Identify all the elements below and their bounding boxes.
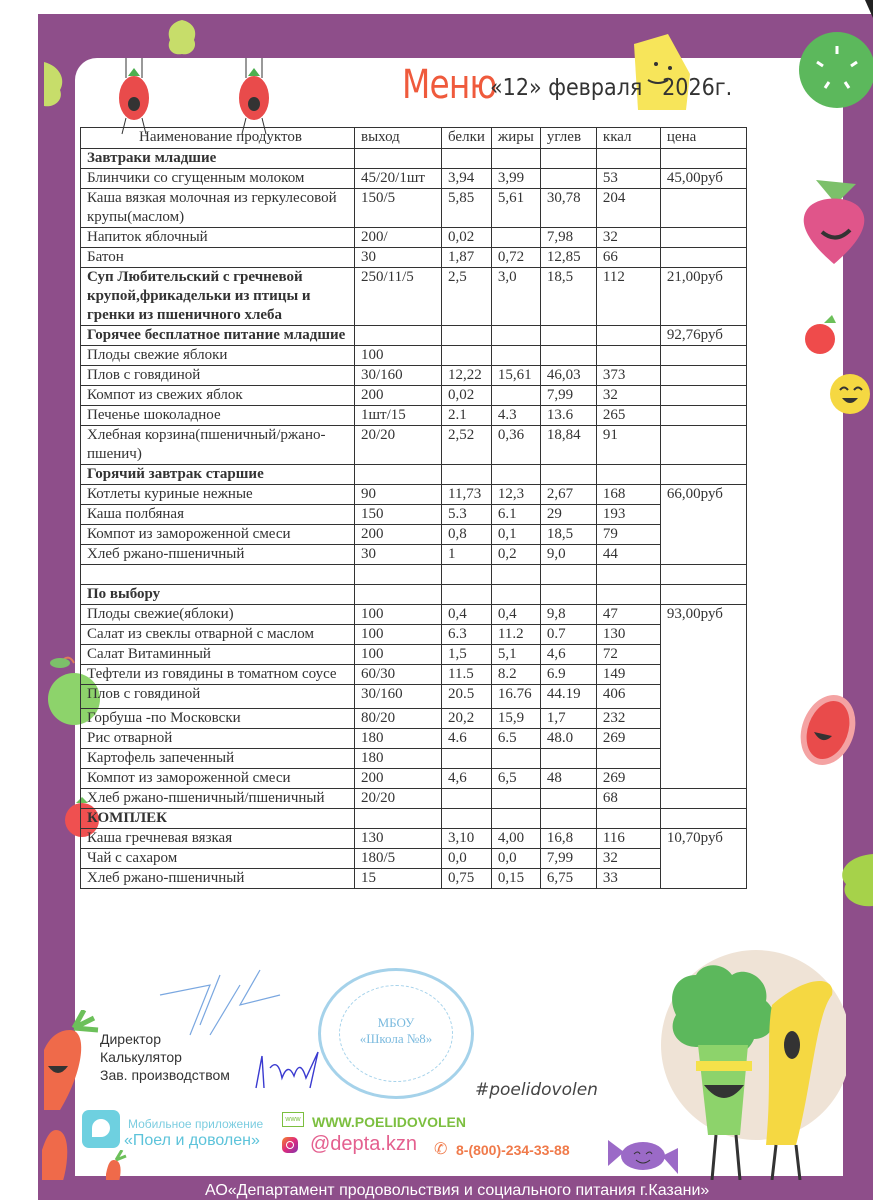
- section-title: КОМПЛЕК: [81, 809, 355, 829]
- item-protein: 5.3: [442, 505, 492, 525]
- item-output: 100: [355, 645, 442, 665]
- item-fat: 6,5: [491, 769, 540, 789]
- item-carbs: 18,84: [540, 426, 596, 465]
- phone-number[interactable]: 8-(800)-234-33-88: [456, 1142, 570, 1158]
- set-price: 66,00руб: [660, 485, 746, 565]
- table-row: [81, 709, 747, 729]
- item-kcal: 265: [596, 406, 660, 426]
- item-name: Чай с сахаром: [81, 849, 355, 869]
- item-protein: 2,52: [442, 426, 492, 465]
- item-kcal: 232: [596, 709, 660, 729]
- item-name: Батон: [81, 248, 355, 268]
- table-row: [81, 685, 747, 709]
- item-output: 180: [355, 749, 442, 769]
- item-carbs: 18,5: [540, 268, 596, 326]
- item-carbs: 0.7: [540, 625, 596, 645]
- item-protein: 2,5: [442, 268, 492, 326]
- empty-row: [81, 565, 747, 585]
- item-kcal: 44: [596, 545, 660, 565]
- item-output: 90: [355, 485, 442, 505]
- table-header-row: [81, 128, 747, 149]
- set-price: 21,00руб: [660, 268, 746, 326]
- item-carbs: 7,99: [540, 849, 596, 869]
- item-output: 200: [355, 769, 442, 789]
- smiley-face-icon: [828, 372, 873, 417]
- column-header-carbs: углев: [540, 128, 596, 149]
- lettuce-leaf-icon: [162, 18, 202, 58]
- stamp-line1: МБОУ: [377, 1015, 415, 1030]
- item-kcal: 53: [596, 169, 660, 189]
- item-protein: 0,02: [442, 228, 492, 248]
- item-kcal: 116: [596, 829, 660, 849]
- item-fat: 6.1: [491, 505, 540, 525]
- broccoli-banana-characters-icon: [636, 935, 846, 1180]
- item-fat: 8.2: [491, 665, 540, 685]
- table-row: [81, 749, 747, 769]
- item-output: 30: [355, 545, 442, 565]
- item-protein: 5,85: [442, 189, 492, 228]
- item-carbs: 18,5: [540, 525, 596, 545]
- phone-icon: ✆: [434, 1141, 448, 1158]
- table-row: [81, 625, 747, 645]
- item-protein: 20,2: [442, 709, 492, 729]
- set-price: 93,00руб: [660, 605, 746, 789]
- section-header-row: [81, 585, 747, 605]
- item-output: 250/11/5: [355, 268, 442, 326]
- table-row: [81, 248, 747, 268]
- item-name: Печенье шоколадное: [81, 406, 355, 426]
- item-carbs: 12,85: [540, 248, 596, 268]
- item-protein: 3,94: [442, 169, 492, 189]
- item-output: 45/20/1шт: [355, 169, 442, 189]
- table-row: [81, 366, 747, 386]
- item-kcal: 91: [596, 426, 660, 465]
- item-carbs: 6,75: [540, 869, 596, 889]
- tomato-character-icon: [112, 58, 156, 138]
- school-stamp: [318, 968, 474, 1099]
- item-output: 150: [355, 505, 442, 525]
- mobile-app-label: Мобильное приложение: [128, 1117, 264, 1131]
- beet-character-icon: [796, 180, 873, 270]
- table-row: [81, 665, 747, 685]
- item-output: 200/: [355, 228, 442, 248]
- item-fat: 11.2: [491, 625, 540, 645]
- menu-date: «12» февраля 2026г.: [490, 75, 733, 101]
- item-protein: [442, 346, 492, 366]
- strawberry-icon: [802, 315, 842, 355]
- item-carbs: 6.9: [540, 665, 596, 685]
- column-header-price: цена: [660, 128, 746, 149]
- menu-table: [80, 127, 747, 889]
- item-kcal: 269: [596, 769, 660, 789]
- item-output: 15: [355, 869, 442, 889]
- item-kcal: 204: [596, 189, 660, 228]
- table-row: [81, 829, 747, 849]
- item-name: Салат из свеклы отварной с маслом: [81, 625, 355, 645]
- item-fat: 3,99: [491, 169, 540, 189]
- item-carbs: 48.0: [540, 729, 596, 749]
- director-label: Директор: [100, 1031, 161, 1047]
- item-protein: [442, 789, 492, 809]
- item-protein: [442, 749, 492, 769]
- section-title: Горячее бесплатное питание младшие: [81, 326, 355, 346]
- item-output: 30/160: [355, 366, 442, 386]
- cheese-character-icon: [628, 34, 692, 114]
- table-row: [81, 545, 747, 565]
- item-kcal: 193: [596, 505, 660, 525]
- column-header-fat: жиры: [491, 128, 540, 149]
- item-kcal: 79: [596, 525, 660, 545]
- item-protein: 1: [442, 545, 492, 565]
- website-link[interactable]: WWW.POELIDOVOLEN: [312, 1114, 466, 1130]
- item-name: Компот из замороженной смеси: [81, 769, 355, 789]
- table-row: [81, 789, 747, 809]
- menu-title: Меню: [402, 62, 497, 108]
- set-price: 10,70руб: [660, 829, 746, 889]
- item-output: 100: [355, 346, 442, 366]
- item-output: 200: [355, 386, 442, 406]
- item-fat: 12,3: [491, 485, 540, 505]
- item-fat: [491, 789, 540, 809]
- stamp-line2: «Школа №8»: [359, 1031, 433, 1046]
- item-name: Компот из замороженной смеси: [81, 525, 355, 545]
- set-price: 45,00руб: [660, 169, 746, 189]
- item-carbs: 29: [540, 505, 596, 525]
- item-name: Суп Любительский с гречневой крупой,фрикадельки из птицы и гренки из пшеничного хлеба: [81, 268, 355, 326]
- item-fat: 3,0: [491, 268, 540, 326]
- item-name: Каша вязкая молочная из геркулесовой крупы(маслом): [81, 189, 355, 228]
- item-name: Плоды свежие(яблоки): [81, 605, 355, 625]
- table-row: [81, 268, 747, 326]
- item-name: Хлеб ржано-пшеничный: [81, 869, 355, 889]
- item-kcal: 32: [596, 386, 660, 406]
- item-protein: 12,22: [442, 366, 492, 386]
- item-name: Салат Витаминный: [81, 645, 355, 665]
- item-kcal: 33: [596, 869, 660, 889]
- item-output: 30/160: [355, 685, 442, 709]
- item-fat: [491, 346, 540, 366]
- item-output: 180: [355, 729, 442, 749]
- item-name: Тефтели из говядины в томатном соусе: [81, 665, 355, 685]
- item-carbs: 46,03: [540, 366, 596, 386]
- item-output: 80/20: [355, 709, 442, 729]
- item-kcal: 406: [596, 685, 660, 709]
- column-header-kcal: ккал: [596, 128, 660, 149]
- lettuce-leaf-icon: [40, 60, 68, 110]
- table-row: [81, 485, 747, 505]
- website-icon: www: [282, 1112, 304, 1127]
- hashtag: #poelidovolen: [475, 1080, 598, 1100]
- item-kcal: 68: [596, 789, 660, 809]
- item-protein: 20.5: [442, 685, 492, 709]
- item-protein: 4,6: [442, 769, 492, 789]
- item-name: Картофель запеченный: [81, 749, 355, 769]
- item-output: 60/30: [355, 665, 442, 685]
- instagram-icon: [282, 1137, 298, 1153]
- item-carbs: [540, 346, 596, 366]
- tomato-character-icon: [232, 58, 276, 138]
- carrot-character-icon: [40, 1010, 102, 1110]
- item-name: Хлебная корзина(пшеничный/ржано-пшенич): [81, 426, 355, 465]
- section-header-row: [81, 809, 747, 829]
- item-carbs: 9,8: [540, 605, 596, 625]
- organization-name: АО«Департамент продовольствия и социального питания г.Казани»: [205, 1182, 710, 1199]
- item-kcal: 32: [596, 849, 660, 869]
- item-name: Плоды свежие яблоки: [81, 346, 355, 366]
- mobile-app-name[interactable]: «Поел и доволен»: [124, 1132, 260, 1149]
- item-kcal: 32: [596, 228, 660, 248]
- item-output: 20/20: [355, 789, 442, 809]
- item-kcal: 72: [596, 645, 660, 665]
- table-row: [81, 729, 747, 749]
- item-fat: 15,9: [491, 709, 540, 729]
- item-fat: 0,36: [491, 426, 540, 465]
- item-protein: 0,4: [442, 605, 492, 625]
- item-fat: 0,15: [491, 869, 540, 889]
- meat-character-icon: [798, 690, 858, 770]
- item-kcal: 66: [596, 248, 660, 268]
- section-header-row: [81, 465, 747, 485]
- item-protein: 0,8: [442, 525, 492, 545]
- item-output: 150/5: [355, 189, 442, 228]
- production-head-signature: [252, 1048, 332, 1093]
- lettuce-leaf-icon: [836, 850, 873, 910]
- item-name: Котлеты куриные нежные: [81, 485, 355, 505]
- item-name: Плов с говядиной: [81, 366, 355, 386]
- item-name: Хлеб ржано-пшеничный: [81, 545, 355, 565]
- cucumber-slice-icon: [793, 30, 873, 110]
- production-head-label: Зав. производством: [100, 1067, 230, 1083]
- item-output: 130: [355, 829, 442, 849]
- item-fat: 16.76: [491, 685, 540, 709]
- item-protein: 0,0: [442, 849, 492, 869]
- item-fat: [491, 228, 540, 248]
- item-fat: 5,1: [491, 645, 540, 665]
- item-carbs: 48: [540, 769, 596, 789]
- item-kcal: 130: [596, 625, 660, 645]
- item-output: 100: [355, 605, 442, 625]
- table-row: [81, 406, 747, 426]
- item-output: 20/20: [355, 426, 442, 465]
- table-row: [81, 169, 747, 189]
- item-carbs: [540, 169, 596, 189]
- column-header-protein: белки: [442, 128, 492, 149]
- item-protein: 1,87: [442, 248, 492, 268]
- item-name: Каша гречневая вязкая: [81, 829, 355, 849]
- item-fat: 0,1: [491, 525, 540, 545]
- item-fat: 15,61: [491, 366, 540, 386]
- table-row: [81, 228, 747, 248]
- item-name: Рис отварной: [81, 729, 355, 749]
- item-carbs: 13.6: [540, 406, 596, 426]
- item-output: 180/5: [355, 849, 442, 869]
- column-header-name: Наименование продуктов: [81, 128, 355, 149]
- table-row: [81, 605, 747, 625]
- item-carbs: 4,6: [540, 645, 596, 665]
- item-protein: 11.5: [442, 665, 492, 685]
- item-carbs: 7,99: [540, 386, 596, 406]
- item-kcal: [596, 749, 660, 769]
- item-carbs: 7,98: [540, 228, 596, 248]
- item-output: 30: [355, 248, 442, 268]
- item-kcal: 373: [596, 366, 660, 386]
- item-carbs: 44.19: [540, 685, 596, 709]
- item-protein: 6.3: [442, 625, 492, 645]
- item-carbs: 1,7: [540, 709, 596, 729]
- table-row: [81, 769, 747, 789]
- item-kcal: 149: [596, 665, 660, 685]
- mobile-app-icon[interactable]: [82, 1110, 120, 1148]
- item-carbs: 16,8: [540, 829, 596, 849]
- item-fat: 0,4: [491, 605, 540, 625]
- item-carbs: 9,0: [540, 545, 596, 565]
- item-name: Напиток яблочный: [81, 228, 355, 248]
- item-kcal: [596, 346, 660, 366]
- table-row: [81, 426, 747, 465]
- item-protein: 1,5: [442, 645, 492, 665]
- section-title: Завтраки младшие: [81, 149, 355, 169]
- item-output: 200: [355, 525, 442, 545]
- table-row: [81, 505, 747, 525]
- table-row: [81, 849, 747, 869]
- item-kcal: 168: [596, 485, 660, 505]
- item-protein: 2.1: [442, 406, 492, 426]
- item-output: 100: [355, 625, 442, 645]
- item-carbs: [540, 789, 596, 809]
- item-protein: 0,02: [442, 386, 492, 406]
- table-row: [81, 189, 747, 228]
- item-fat: 4.3: [491, 406, 540, 426]
- item-name: Горбуша -по Московски: [81, 709, 355, 729]
- item-name: Блинчики со сгущенным молоком: [81, 169, 355, 189]
- item-fat: 0,72: [491, 248, 540, 268]
- item-name: Хлеб ржано-пшеничный/пшеничный: [81, 789, 355, 809]
- table-row: [81, 346, 747, 366]
- item-kcal: 269: [596, 729, 660, 749]
- item-carbs: 30,78: [540, 189, 596, 228]
- section-title: По выбору: [81, 585, 355, 605]
- item-protein: 4.6: [442, 729, 492, 749]
- table-row: [81, 386, 747, 406]
- item-protein: 11,73: [442, 485, 492, 505]
- item-fat: [491, 386, 540, 406]
- item-protein: 0,75: [442, 869, 492, 889]
- item-fat: 5,61: [491, 189, 540, 228]
- item-carbs: 2,67: [540, 485, 596, 505]
- item-name: Компот из свежих яблок: [81, 386, 355, 406]
- item-name: Плов с говядиной: [81, 685, 355, 709]
- table-row: [81, 645, 747, 665]
- item-fat: 6.5: [491, 729, 540, 749]
- item-fat: 4,00: [491, 829, 540, 849]
- table-row: [81, 869, 747, 889]
- item-fat: 0,0: [491, 849, 540, 869]
- item-fat: 0,2: [491, 545, 540, 565]
- item-fat: [491, 749, 540, 769]
- item-carbs: [540, 749, 596, 769]
- set-price: 92,76руб: [660, 326, 746, 346]
- calculator-label: Калькулятор: [100, 1049, 182, 1065]
- table-row: [81, 525, 747, 545]
- item-output: 1шт/15: [355, 406, 442, 426]
- item-kcal: 112: [596, 268, 660, 326]
- instagram-handle[interactable]: @depta.kzn: [310, 1133, 418, 1155]
- item-name: Каша полбяная: [81, 505, 355, 525]
- section-header-row: [81, 149, 747, 169]
- item-protein: 3,10: [442, 829, 492, 849]
- section-title: Горячий завтрак старшие: [81, 465, 355, 485]
- section-header-row: [81, 326, 747, 346]
- signature-block: [100, 1030, 230, 1084]
- item-kcal: 47: [596, 605, 660, 625]
- column-header-output: выход: [355, 128, 442, 149]
